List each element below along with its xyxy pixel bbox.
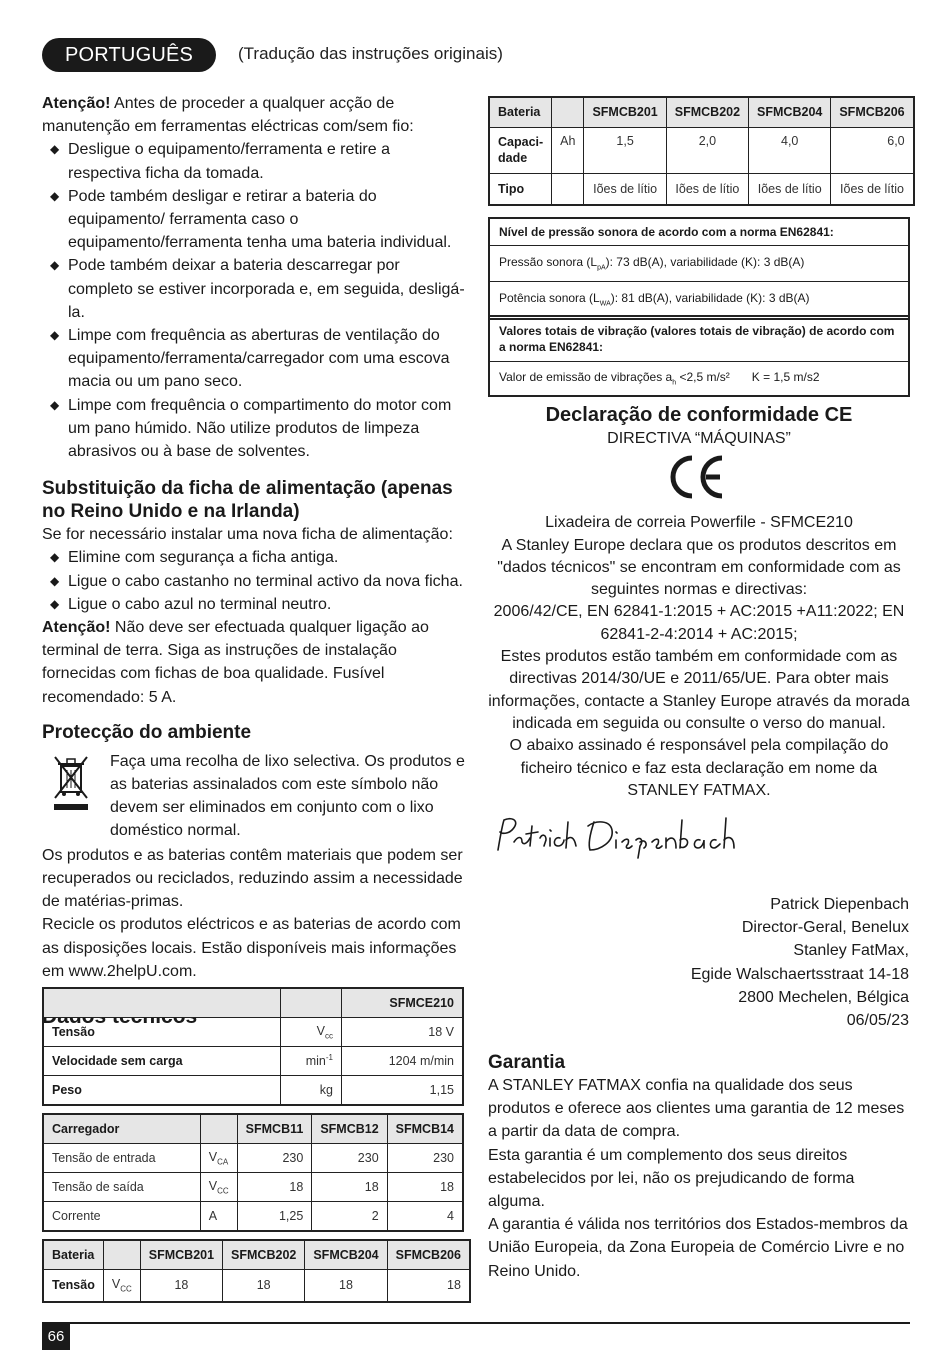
- footer-divider: [42, 1322, 910, 1324]
- noise-box: [488, 217, 910, 320]
- warranty-paragraph: A STANLEY FATMAX confia na qualidade dos seus produtos e oferece aos clientes uma garantia de 12 meses a partir da data de compra.: [488, 1077, 905, 1141]
- value-cell: 18: [312, 1173, 387, 1202]
- crossed-bin-icon: [52, 754, 90, 812]
- list-item: [42, 324, 467, 394]
- battery-title: Bateria: [43, 1240, 103, 1270]
- vibration-box: [488, 315, 910, 397]
- environment-paragraph: Recicle os produtos eléctricos e as baterias de acordo com as disposições locais. Estão disponíveis mais informações em www.2helpU.com.: [42, 916, 461, 980]
- unit-cell: $V_{cc}$: [281, 1018, 342, 1047]
- attention-text: Não deve ser efectuada qualquer ligação ao terminal de terra. Siga as instruções de instalação fornecidas com fichas de boa qualidade. Fusível recomendado: 5 A.: [42, 619, 429, 706]
- value-cell: 18: [237, 1173, 312, 1202]
- table-header-row: [43, 1240, 470, 1270]
- model-header: SFMCB201: [140, 1240, 222, 1270]
- warranty-heading: Garantia: [488, 1052, 566, 1073]
- ce-mark-icon: [488, 454, 910, 506]
- list-item-text: Pode também deixar a bateria descarregar por completo se estiver incorporada e, em seguida, desligá-la.: [68, 257, 465, 321]
- table-cell: [281, 988, 342, 1018]
- value-cell: 18: [305, 1270, 387, 1302]
- warranty-paragraph: Esta garantia é um complemento dos seus direitos estabelecidos por lei, não os prejudicando de forma alguma.: [488, 1146, 855, 1211]
- attention-paragraph: [42, 92, 467, 138]
- row-label: Tensão de entrada: [43, 1144, 200, 1173]
- noise-title: Nível de pressão sonora de acordo com a norma EN62841:: [499, 225, 834, 239]
- attention-text: Antes de proceder a qualquer acção de manutenção em ferramentas eléctricas com/sem fio:: [42, 95, 414, 136]
- bullet-icon: ◆: [50, 397, 60, 412]
- unit-cell: Ah: [552, 127, 584, 173]
- row-label: Peso: [43, 1076, 281, 1106]
- table-row: [489, 127, 914, 173]
- model-header: SFMCB204: [749, 97, 831, 127]
- declaration-paragraph: O abaixo assinado é responsável pela compilação do ficheiro técnico e faz esta declaração em nome da STANLEY FATMAX.: [509, 737, 889, 799]
- warranty-paragraph: A garantia é válida nos territórios dos Estados-membros da União Europeia, da Zona Europeia de Comércio Livre e no Reino Unido.: [488, 1216, 908, 1280]
- value-cell: 18: [387, 1173, 463, 1202]
- table-header-row: [43, 988, 463, 1018]
- declaration-standards: 2006/42/CE, EN 62841-1:2015 + AC:2015 +A11:2022; EN 62841-2-4:2014 + AC:2015;: [493, 603, 905, 643]
- attention-paragraph-2: [42, 616, 467, 709]
- signatory-line: Egide Walschaertsstraat 14-18: [690, 965, 909, 983]
- table-cell: [200, 1114, 237, 1144]
- list-item: [42, 254, 467, 324]
- declaration-section: [488, 402, 910, 802]
- translation-note: (Tradução das instruções originais): [238, 44, 503, 63]
- row-label-part: Capaci-: [498, 135, 544, 149]
- value-cell: 230: [387, 1144, 463, 1173]
- list-item: [42, 138, 467, 184]
- maintenance-list: [42, 138, 467, 463]
- model-header: SFMCB11: [237, 1114, 312, 1144]
- vibration-title: Valores totais de vibração (valores totais de vibração) de acordo com a norma EN62841:: [499, 324, 895, 354]
- value-cell: 1,25: [237, 1202, 312, 1232]
- list-item: [42, 546, 467, 569]
- vibration-value: Valor de emissão de vibrações $a_h <2,5$ m/s² K = 1,5 m/s2: [490, 361, 908, 395]
- table-row: [43, 1144, 463, 1173]
- declaration-title: Declaração de conformidade CE: [545, 404, 853, 426]
- list-item-text: Elimine com segurança a ficha antiga.: [68, 549, 339, 567]
- table-cell: [103, 1240, 140, 1270]
- plug-heading: Substituição da ficha de alimentação (apenas no Reino Unido e na Irlanda): [42, 478, 453, 523]
- table-cell: [552, 173, 584, 205]
- bullet-icon: ◆: [50, 550, 60, 565]
- table-cell: [552, 97, 584, 127]
- signatory-line: 06/05/23: [846, 1012, 909, 1030]
- table-row: [43, 1018, 463, 1047]
- model-header: SFMCB206: [387, 1240, 470, 1270]
- list-item-text: Limpe com frequência as aberturas de ventilação do equipamento/ferramenta/carregador com uma escova macia ou um pano seco.: [68, 327, 450, 391]
- value-cell: 18: [387, 1270, 470, 1302]
- signatory-line: Director-Geral, Benelux: [741, 919, 909, 937]
- model-header: SFMCB206: [831, 97, 914, 127]
- list-item-text: Pode também desligar e retirar a bateria do equipamento/ ferramenta caso o equipamento/ferramenta tenha uma bateria individual.: [68, 187, 452, 252]
- row-label: Tensão de saída: [43, 1173, 200, 1202]
- table-row: [43, 1202, 463, 1232]
- unit-cell: $V_{CA}$: [200, 1144, 237, 1173]
- unit-cell: A: [200, 1202, 237, 1232]
- tool-data-table: [42, 987, 464, 1106]
- signatory-block: [600, 893, 909, 1032]
- value-cell: 230: [237, 1144, 312, 1173]
- value-cell: Iões de lítio: [584, 173, 666, 205]
- list-item: [42, 394, 467, 464]
- table-row: [43, 1270, 470, 1302]
- model-header: SFMCB204: [305, 1240, 387, 1270]
- value-cell: 1204 m/min: [342, 1047, 464, 1076]
- model-header: SFMCB202: [666, 97, 748, 127]
- unit-cell: $\min^{-1}$: [281, 1047, 342, 1076]
- row-label-part: dade: [498, 151, 528, 165]
- unit-cell: kg: [281, 1076, 342, 1106]
- value-cell: 230: [312, 1144, 387, 1173]
- table-row: [489, 173, 914, 205]
- attention-label: Atenção!: [42, 95, 111, 112]
- battery-capacity-table: [488, 96, 915, 206]
- row-label: Corrente: [43, 1202, 200, 1232]
- row-label: Tipo: [489, 173, 552, 205]
- value-cell: 1,5: [584, 127, 666, 173]
- table-row: [43, 1047, 463, 1076]
- model-header: SFMCB12: [312, 1114, 387, 1144]
- warranty-section: [488, 1051, 913, 1283]
- bullet-icon: ◆: [50, 258, 60, 273]
- value-cell: 4,0: [749, 127, 831, 173]
- left-column: [42, 92, 467, 1028]
- sound-pressure: Pressão sonora $(L_{pA})$: 73 dB(A), variabilidade (K): 3 dB(A): [490, 245, 908, 281]
- declaration-subtitle: DIRECTIVA “MÁQUINAS”: [607, 430, 791, 447]
- plug-list: [42, 546, 467, 616]
- recycling-text: Faça uma recolha de lixo selectiva. Os produtos e as baterias assinalados com este símbolo não devem ser eliminados em conjunto com o lixo doméstico normal.: [110, 752, 465, 840]
- environment-heading: Protecção do ambiente: [42, 721, 252, 743]
- list-item-text: Desligue o equipamento/ferramenta e retire a respectiva ficha da tomada.: [68, 141, 390, 182]
- table-header-row: [489, 97, 914, 127]
- battery-title: Bateria: [489, 97, 552, 127]
- bullet-icon: ◆: [50, 596, 60, 611]
- tech-data-heading: Dados técnicos: [42, 1005, 198, 1029]
- list-item-text: Ligue o cabo castanho no terminal activo da nova ficha.: [68, 572, 463, 590]
- page-number: 66: [42, 1324, 70, 1350]
- row-label: [489, 127, 552, 173]
- unit-cell: $V_{CC}$: [103, 1270, 140, 1302]
- model-header: SFMCB202: [223, 1240, 305, 1270]
- model-header: SFMCE210: [342, 988, 464, 1018]
- value-cell: Iões de lítio: [666, 173, 748, 205]
- row-label: Velocidade sem carga: [43, 1047, 281, 1076]
- plug-intro: Se for necessário instalar uma nova ficha de alimentação:: [42, 526, 453, 544]
- bullet-icon: ◆: [50, 188, 60, 203]
- signatory-line: Patrick Diepenbach: [770, 896, 909, 913]
- value-cell: 2: [312, 1202, 387, 1232]
- value-cell: 18 V: [342, 1018, 464, 1047]
- list-item: [42, 570, 467, 593]
- value-cell: 2,0: [666, 127, 748, 173]
- language-badge: PORTUGUÊS: [42, 38, 216, 72]
- table-row: [43, 1173, 463, 1202]
- list-item: [42, 593, 467, 616]
- list-item-text: Limpe com frequência o compartimento do motor com um pano húmido. Não utilize produtos de limpeza abrasivos ou à base de solventes.: [68, 396, 452, 461]
- table-cell: [43, 988, 281, 1018]
- value-cell: 1,15: [342, 1076, 464, 1106]
- row-label: Tensão: [43, 1270, 103, 1302]
- vibration-k: K = 1,5 m/s2: [751, 370, 820, 384]
- row-label: Tensão: [43, 1018, 281, 1047]
- value-cell: 18: [140, 1270, 222, 1302]
- signatory-line: Stanley FatMax,: [793, 942, 909, 960]
- value-cell: 18: [223, 1270, 305, 1302]
- attention-label: Atenção!: [42, 619, 111, 637]
- bullet-icon: ◆: [50, 328, 60, 343]
- environment-paragraph: Os produtos e as baterias contêm materiais que podem ser recuperados ou reciclados, reduzindo assim a necessidade de matérias-primas.: [42, 846, 463, 911]
- table-row: [43, 1076, 463, 1106]
- sound-power: Potência sonora $(L_{WA})$: 81 dB(A), variabilidade (K): 3 dB(A): [490, 281, 908, 317]
- value-cell: 6,0: [831, 127, 914, 173]
- model-header: SFMCB14: [387, 1114, 463, 1144]
- unit-cell: $V_{CC}$: [200, 1173, 237, 1202]
- value-cell: Iões de lítio: [749, 173, 831, 205]
- declaration-paragraph: A Stanley Europe declara que os produtos descritos em "dados técnicos" se encontram em conformidade com as seguintes normas e directivas:: [497, 536, 901, 599]
- model-header: SFMCB201: [584, 97, 666, 127]
- declaration-paragraph: Estes produtos estão também em conformidade com as directivas 2014/30/UE e 2011/65/UE. Para obter mais informações, contacte a Stanley Europe através da morada indicada em seguida ou consulte o verso do manual.: [488, 648, 910, 732]
- table-header-row: [43, 1114, 463, 1144]
- signature-image: [490, 812, 750, 860]
- battery-voltage-table: [42, 1239, 471, 1303]
- recycling-notice: [42, 750, 467, 844]
- charger-title: Carregador: [43, 1114, 200, 1144]
- product-name: Lixadeira de correia Powerfile - SFMCE210: [545, 514, 853, 532]
- signatory-line: 2800 Mechelen, Bélgica: [738, 988, 909, 1006]
- list-item-text: Ligue o cabo azul no terminal neutro.: [68, 595, 332, 613]
- value-cell: 4: [387, 1202, 463, 1232]
- list-item: [42, 185, 467, 255]
- bullet-icon: ◆: [50, 573, 60, 588]
- charger-table: [42, 1113, 464, 1232]
- bullet-icon: ◆: [50, 142, 60, 157]
- value-cell: Iões de lítio: [831, 173, 914, 205]
